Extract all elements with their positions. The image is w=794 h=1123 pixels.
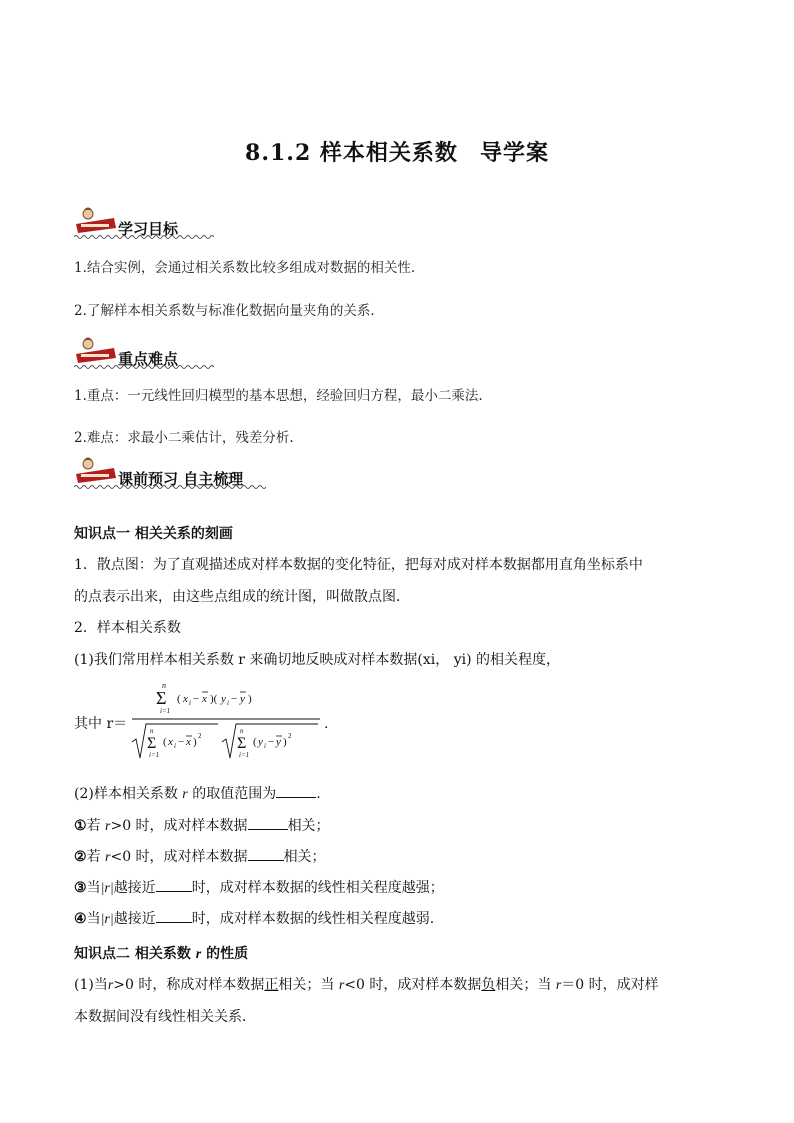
k1-item-3: ③当|r|越接近 时，成对样本数据的线性相关程度越强； <box>74 877 444 897</box>
title-suffix: 导学案 <box>479 140 549 166</box>
svg-text:i=1: i=1 <box>160 707 171 715</box>
answer-blank[interactable] <box>156 908 192 923</box>
svg-text:): ) <box>193 736 197 748</box>
svg-text:i: i <box>174 742 176 750</box>
svg-text:y: y <box>258 736 263 748</box>
svg-text:−: − <box>231 693 238 705</box>
knowledge-heading-2: 知识点二 相关系数 r 的性质 <box>74 946 249 962</box>
svg-text:y: y <box>240 693 245 705</box>
section-badge-icon <box>74 456 118 486</box>
page-title <box>0 136 794 167</box>
svg-text:(: ( <box>253 736 257 748</box>
svg-text:x: x <box>168 736 173 748</box>
wavy-underline <box>74 234 214 240</box>
knowledge-heading-1: 知识点一 相关关系的刻画 <box>74 526 233 542</box>
svg-text:x: x <box>183 693 188 705</box>
formula-label: 其中 r＝ <box>74 716 128 732</box>
svg-text:(: ( <box>177 693 181 705</box>
section-header-preview <box>74 456 266 490</box>
k1-para-1b: 的点表示出来，由这些点组成的统计图，叫做散点图． <box>74 589 410 605</box>
svg-text:n: n <box>162 681 166 690</box>
svg-text:)(: )( <box>210 693 218 705</box>
answer-blank[interactable] <box>248 815 288 830</box>
k2-line-1: (1)当r>0 时，称成对样本数据正相关；当 r<0 时，成对样本数据负相关；当 r＝0 时，成对样 <box>74 977 659 993</box>
section-header-key-points <box>74 336 214 370</box>
svg-text:x: x <box>186 736 191 748</box>
svg-text:): ) <box>248 693 252 705</box>
svg-text:Σ: Σ <box>147 735 157 752</box>
key-point-2: 2.难点：求最小二乘估计，残差分析. <box>74 430 294 446</box>
section-title-key-points: 重点难点 <box>118 350 179 368</box>
section-badge-icon <box>74 336 118 366</box>
k1-item-1: ①若 r>0 时，成对样本数据 相关； <box>74 815 330 835</box>
wavy-underline <box>74 484 266 490</box>
title-main: 8.1.2 样本相关系数 <box>245 140 458 166</box>
answer-blank[interactable] <box>248 846 284 861</box>
svg-text:(: ( <box>163 736 167 748</box>
answer-blank[interactable] <box>276 783 316 798</box>
k2-line-2: 本数据间没有线性相关关系． <box>74 1009 256 1025</box>
k1-para-2: 2．样本相关系数 <box>74 620 181 636</box>
svg-text:2: 2 <box>198 732 202 740</box>
svg-text:y: y <box>276 736 281 748</box>
section-title-preview: 课前预习 自主梳理 <box>118 470 244 488</box>
key-point-1: 1.重点：一元线性回归模型的基本思想，经验回归方程，最小二乘法. <box>74 388 483 404</box>
wavy-underline <box>74 364 214 370</box>
section-badge-icon <box>74 206 118 236</box>
svg-text:n: n <box>240 727 244 735</box>
svg-text:i=1: i=1 <box>149 751 160 759</box>
svg-text:i=1: i=1 <box>239 751 250 759</box>
k1-para-3 <box>74 649 560 669</box>
section-header-goals <box>74 206 214 240</box>
svg-text:n: n <box>150 727 154 735</box>
answer-blank[interactable] <box>156 877 192 892</box>
correlation-formula: 其中 r＝ n Σ i=1 ( x i − x )( y i − y ) n Σ i=1 ( x i − x ) 2 n Σ i=1 ( y i − y ) 2 . <box>74 678 334 762</box>
svg-text:i: i <box>189 699 191 707</box>
svg-text:y: y <box>221 693 226 705</box>
formula-fraction <box>130 678 322 762</box>
goal-1: 1.结合实例，会通过相关系数比较多组成对数据的相关性. <box>74 260 416 276</box>
svg-text:−: − <box>178 736 185 748</box>
goal-2: 2.了解样本相关系数与标准化数据向量夹角的关系. <box>74 303 375 319</box>
k1-range: (2)样本相关系数 r 的取值范围为 . <box>74 783 321 803</box>
section-title-goals: 学习目标 <box>118 220 179 238</box>
svg-text:2: 2 <box>288 732 292 740</box>
svg-text:−: − <box>268 736 275 748</box>
k1-para-3-text: (1)我们常用样本相关系数 r 来确切地反映成对样本数据(xi， yi) 的相关程度， <box>74 652 561 668</box>
svg-text:Σ: Σ <box>156 688 167 708</box>
svg-text:i: i <box>227 699 229 707</box>
k1-item-4: ④当|r|越接近 时，成对样本数据的线性相关程度越弱. <box>74 908 434 928</box>
svg-text:): ) <box>283 736 287 748</box>
k1-item-2: ②若 r<0 时，成对样本数据 相关； <box>74 846 326 866</box>
svg-text:Σ: Σ <box>237 735 247 752</box>
k1-para-1a: 1．散点图：为了直观描述成对样本数据的变化特征，把每对成对样本数据都用直角坐标系中 <box>74 557 643 573</box>
svg-text:i: i <box>264 742 266 750</box>
svg-text:x: x <box>202 693 207 705</box>
svg-text:−: − <box>193 693 200 705</box>
